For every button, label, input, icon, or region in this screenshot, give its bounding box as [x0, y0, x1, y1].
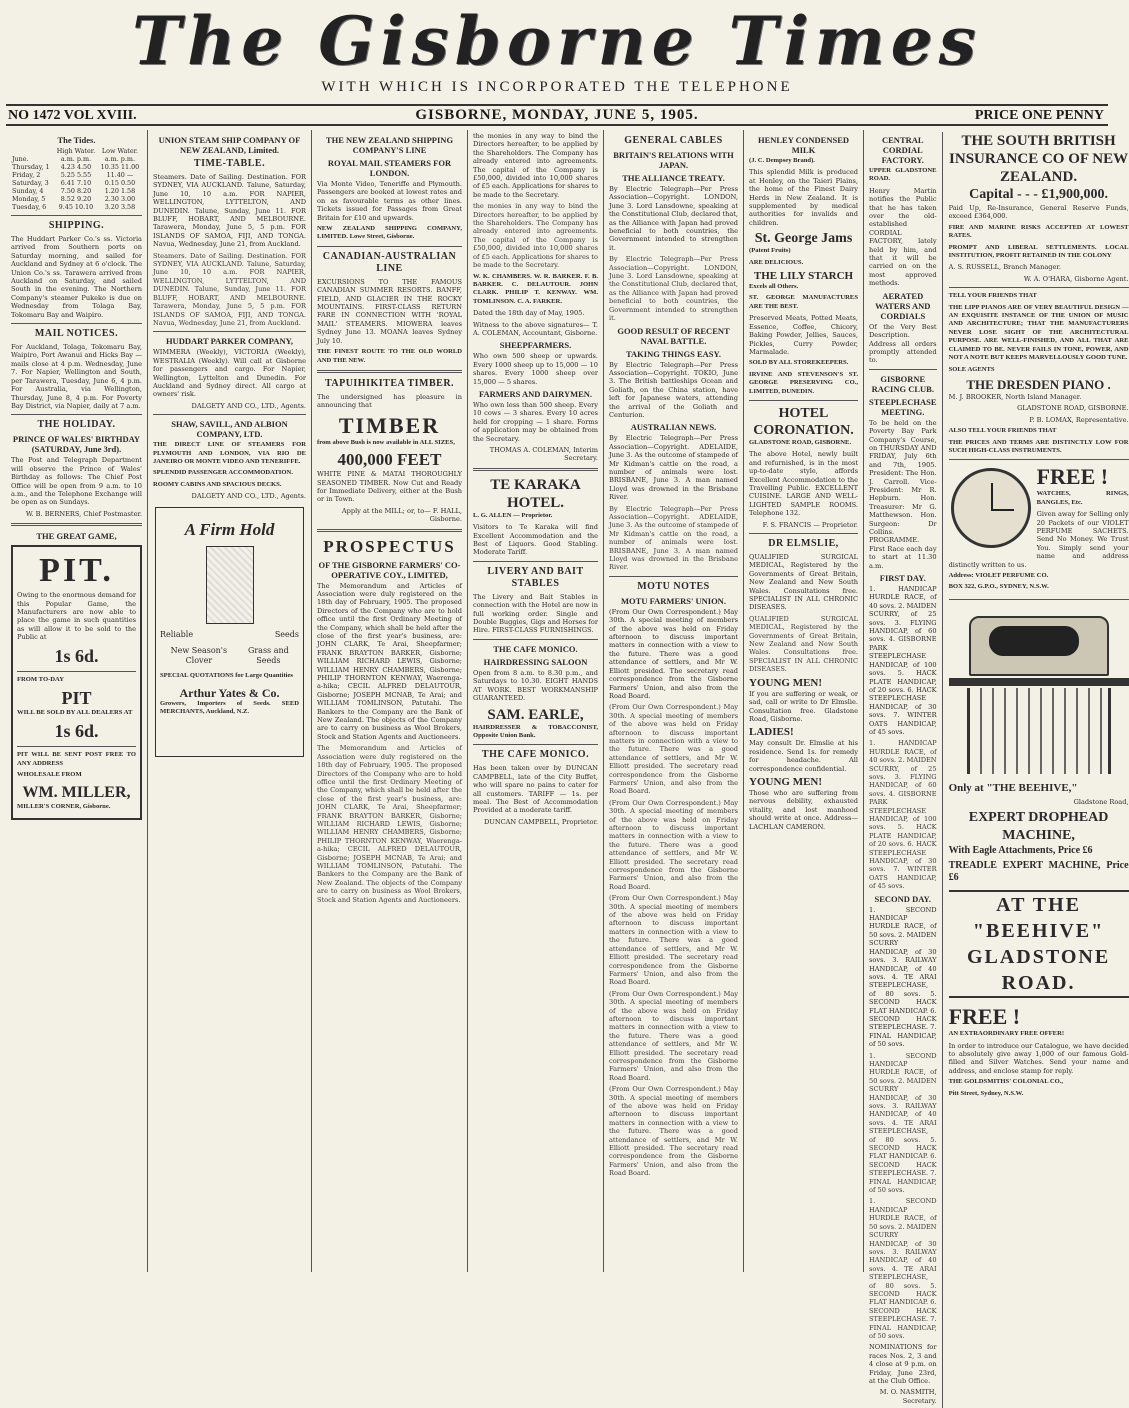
holiday-subheading: PRINCE OF WALES' BIRTHDAY (SATURDAY, June 3rd). — [12, 434, 141, 455]
tides-subheader-row — [11, 155, 142, 163]
motu-text-cont-3: (From Our Own Correspondent.) May 30th. A special meeting of members of the above was held on Friday afternoon to discuss important matters in connection with a view to the future. There was a good attendance of settlers, and Mr W. Elliott presided. The secretary read correspondence from the Gisborne Farmers' Union, and also from the Road Board. — [609, 894, 738, 987]
young-men-heading-2: YOUNG MEN! — [749, 775, 823, 788]
te-karaka-heading: TE KARAKA HOTEL. — [490, 476, 581, 511]
te-karaka-proprietor: L. G. ALLEN — Proprietor. — [473, 511, 553, 519]
issue-price: PRICE ONE PENNY — [974, 108, 1104, 123]
timber-title: TIMBER — [338, 412, 441, 438]
campbell-signature: DUNCAN CAMPBELL, Proprietor. — [484, 817, 598, 826]
young-men-text: If you are suffering or weak, or sad, call or write to Dr Elmslie. Consultation free. Gladstone Road, Gisborne. — [749, 689, 858, 723]
storekeepers: SOLD BY ALL STOREKEEPERS. — [749, 359, 849, 367]
column-5 — [604, 130, 744, 1272]
huddart-text: WIMMERA (Weekly), VICTORIA (Weekly), WESTRALIA (Weekly). Will call at Gisborne for passengers and cargo. For Napier, Wellington, Lyttelton and Dunedin. For Auckland and Sydney direct. All cargo at owners' risk. — [153, 348, 306, 399]
goldsmiths: THE GOLDSMITHS' COLONIAL CO., — [948, 1078, 1064, 1086]
jams-sub: (Patent Fruits) — [749, 247, 791, 255]
tides-cell: Sunday, 4 — [12, 187, 44, 195]
pit-text: Owing to the enormous demand for this Popular Game, the Manufacturers are now able to place the game in such quantities as will allow it to be sold to the Public at — [17, 591, 136, 642]
sewing-machine-icon — [949, 606, 1129, 776]
second-day-heading: SECOND DAY. — [874, 893, 932, 904]
sam-earle-sub: HAIRDRESSER & TOBACCONIST, Opposite Union Bank. — [473, 723, 598, 739]
steeplechase-heading: STEEPLECHASE MEETING. — [869, 396, 937, 417]
huddart-heading: HUDDART PARKER COMPANY, — [165, 336, 294, 347]
tides-cell: 4.23 4.50 — [60, 163, 92, 171]
tapuihikitea-heading: TAPUIHIKITEA TIMBER. — [324, 377, 455, 389]
aerated-heading: AERATED WATERS AND CORDIALS — [875, 290, 931, 321]
ohara-agent: W. A. O'HARA, Gisborne Agent. — [1023, 274, 1129, 283]
tides-row — [11, 195, 142, 203]
tides-cell: 3.20 3.58 — [104, 203, 136, 211]
free-offer-sub: AN EXTRAORDINARY FREE OFFER! — [948, 1030, 1065, 1038]
cafe-monico-heading: THE CAFE MONICO. — [481, 749, 590, 761]
st-george-jams: St. George Jams — [754, 231, 853, 247]
shipping-text: The Huddart Parker Co.'s ss. Victoria arrived from Southern ports on Saturday morning, and sailed for Auckland and Sydney at 6 o'clock. The Union Co.'s ss. Tarawera arrived from Auckland on Saturday, and sailed South in the evening. The Northern Company's steamer Pukeko is due on Wednesday from Tolaga Bay, Tokomaru Bay and Waipiro. — [11, 235, 142, 319]
timber-intro: The undersigned has pleasure in announcing that — [317, 392, 462, 410]
tides-cell — [11, 147, 54, 155]
column-4 — [468, 130, 604, 1272]
holiday-heading: THE HOLIDAY. — [37, 419, 116, 431]
nominations-text: NOMINATIONS for races Nos. 2, 3 and 4 close at 9 p.m. on Friday, June 23rd, at the Club Office. — [869, 1343, 937, 1385]
lomax-representative: P. B. LOMAX, Representative. — [1029, 415, 1129, 424]
dateline-bar — [6, 104, 1108, 126]
sole-agents: SOLE AGENTS — [948, 365, 995, 373]
dr-elmslie: DR ELMSLIE, — [768, 538, 839, 549]
eagle-attachments: With Eagle Attachments, Price £6 — [948, 845, 1093, 857]
prospectus-continued-2: the monies in any way to bind the Directors hereafter, to be applied by the Shareholders. The Company has already entered into agreements. The capital of the Company is £50,000, divided into 10,000 shares of £5 each. Applications for shares to be made to the Secretary. — [473, 202, 598, 270]
insurance-piano-block — [949, 132, 1129, 1408]
piano-gladstone: GLADSTONE ROAD, GISBORNE. — [1017, 404, 1129, 413]
henley-milk-sub: (J. C. Dempsey Brand). — [749, 157, 815, 164]
union-heading: UNION STEAM SHIP COMPANY OF NEW ZEALAND, Limited. — [158, 135, 301, 155]
also-tell: ALSO TELL YOUR FRIENDS THAT — [948, 427, 1057, 435]
second-day-races-cont: 1. SECOND HANDICAP HURDLE RACE, of 50 sovs. 2. MAIDEN SCURRY HANDICAP, of 30 sovs. 3. RAILWAY HANDICAP, of 40 sovs. 4. TE ARAI STEEPLECHASE, of 80 sovs. 5. SECOND HACK FLAT HANDICAP. 6. SECOND HACK STEEPLECHASE. 7. FINAL HANDICAP, of 50 sovs. — [869, 1051, 937, 1195]
timber-apply: Apply at the MILL; or, to— F. HALL, Gisborne. — [341, 506, 462, 524]
general-cables-heading: GENERAL CABLES — [624, 135, 723, 146]
pit-label: PIT — [61, 688, 92, 708]
tides-cell: 11.40 — — [106, 171, 134, 179]
hairdressing-text: Open from 8 a.m. to 8.30 p.m., and Saturdays to 10.30. EIGHT HANDS AT WORK. BEST WORKMANSHIP GUARANTEED. — [473, 668, 598, 703]
canadian-footer: THE FINEST ROUTE TO THE OLD WORLD AND THE NEW. — [317, 348, 462, 364]
seed-packet-icon — [206, 546, 254, 624]
farmers-heading: FARMERS AND DAIRYMEN. — [478, 388, 593, 399]
column-6 — [744, 130, 864, 1272]
tides-cell: 9.45 10.10 — [58, 203, 94, 211]
cordial-sub: UPPER GLADSTONE ROAD. — [869, 167, 937, 183]
cables-subheading: BRITAIN'S RELATIONS WITH JAPAN. — [613, 150, 734, 170]
tides-row — [11, 203, 142, 211]
prospectus-dated: Dated the 18th day of May, 1905. — [473, 309, 585, 318]
yates-name: Arthur Yates & Co. — [179, 686, 280, 700]
beehive-address: Gladstone Road, — [1073, 797, 1129, 806]
farmers-text: Who own less than 500 sheep. Every 10 cows — 3 shares. Every 10 acres held for cropping — 1 share. Forms of application may be obtained from the Secretary. — [473, 400, 598, 443]
postmaster-signature: W. B. BERNERS, Chief Postmaster. — [25, 509, 142, 518]
young-men-text-2: Those who are suffering from nervous debility, exhausted vitality, and lost manhood should write at once. Address— LACHLAN CAMERON. — [749, 788, 858, 831]
newspaper-title: The Gisborne Times — [132, 2, 982, 80]
issue-date: GISBORNE, MONDAY, JUNE 5, 1905. — [415, 107, 699, 123]
tides-cell: Friday, 2 — [12, 171, 41, 179]
tides-heading: The Tides. — [57, 135, 96, 145]
tides-cell: a.m. p.m. — [60, 155, 92, 163]
shaw-savill-text: THE DIRECT LINE OF STEAMERS FOR PLYMOUTH AND LONDON, VIA RIO DE JANEIRO OR MONTE VIDEO AND TENERIFFE. — [153, 441, 306, 465]
prospectus-text: The Memorandum and Articles of Association were duly registered on the 18th day of February, 1905. The proposed Directors of the Company who are to hold office until the first Ordinary Meeting of the Company, which shall be held after the close of the first year's business, are: JOHN CLARK, Te Arai, Sheepfarmer; FRANK BRAYTON BARKER, Gisborne; WILLIAM RICHARD LEWIS, Gisborne; WILLIAM HENRY CHAMBERS, Gisborne; PHILIP THORNTON KENWAY, Waerenga-a-hika; CECIL ALFRED DELAUTOUR, Gisborne; JOSEPH MCNAB, Te Arai; and WILLIAM TOMLINSON, Patutahi. The Bankers to the Company are the Bank of New Zealand. The objects of the Company are to carry on business as Wool Brokers, Stock and Station Agents and Auctioneers. — [317, 581, 462, 741]
tides-row — [11, 179, 142, 187]
second-day-races-cont-2: 1. SECOND HANDICAP HURDLE RACE, of 50 sovs. 2. MAIDEN SCURRY HANDICAP, of 30 sovs. 3. RAILWAY HANDICAP, of 40 sovs. 4. TE ARAI STEEPLECHASE, of 80 sovs. 5. SECOND HACK FLAT HANDICAP. 6. SECOND HACK STEEPLECHASE. 7. FINAL HANDICAP, of 50 sovs. — [869, 1197, 937, 1340]
goldsmiths-address: Pitt Street, Sydney, N.S.W. — [948, 1089, 1024, 1097]
tides-cell: 10.35 11.00 — [100, 163, 140, 171]
motu-text-cont-2: (From Our Own Correspondent.) May 30th. A special meeting of members of the above was held on Friday afternoon to discuss important matters in connection with a view to the future. There was a good attendance of settlers, and Mr W. Elliott presided. The secretary read correspondence from the Gisborne Farmers' Union, and also from the Road Board. — [609, 798, 738, 891]
aerated-text: Of the Very Best Description. Address all orders promptly attended to. — [869, 322, 937, 365]
coronation-sub: GLADSTONE ROAD, GISBORNE. — [749, 438, 852, 446]
timber-details: WHITE PINE & MATAI THOROUGHLY SEASONED TIMBER. Now Cut and Ready for Immediate Delivery, either at the Bush or in Town. — [317, 470, 462, 504]
mail-notices-text: For Auckland, Tolaga, Tokomaru Bay, Waipiro, Port Awanui and Hicks Bay — mails close at 4 p.m. Wednesday, June 7. For Napier, Wellington and South, per Tarawera, Tuesday, June 6, 4 p.m. For Australia, via Wellington, Thursday, June 8, 4 p.m. For Poverty Bay District, via Napier, daily at 7 a.m. — [11, 343, 142, 410]
hairdressing-heading: HAIRDRESSING SALOON — [483, 656, 588, 667]
seed-box-title: A Firm Hold — [184, 519, 275, 539]
lipp-text: THE LIPP PIANOS ARE OF VERY BEAUTIFUL DESIGN — AN EXQUISITE INSTANCE OF THE UNION OF MUSIC AND ARCHITECTURE; THAT THE MANUFACTURERS NEVER LOSE SIGHT OF THE ARCHITECTURAL PURPOSE. ARE WELL-FINISHED, AND ALL THAT ARE CLAIMED TO BE. NEVER FAILS IN TONE, POWER, AND NOT A NOTE BUT KEEPS MARVELLOUSLY GOOD TUNE. — [948, 303, 1129, 362]
tides-cell: Low Water. — [101, 147, 139, 155]
dalgety-agents-2: DALGETY AND CO., LTD., Agents. — [191, 492, 306, 501]
free-heading: FREE ! — [1036, 464, 1109, 490]
australian-news-heading: AUSTRALIAN NEWS. — [630, 422, 717, 433]
tides-row — [11, 163, 142, 171]
shaw-savill-rooms: ROOMY CABINS AND SPACIOUS DECKS. — [153, 480, 282, 488]
free-offer-text: In order to introduce our Catalogue, we have decided to absolutely give away 1,000 of our famous Gold-filled and Silver Watches. Send your name and address, and enclose stamp for reply. — [948, 1041, 1129, 1075]
starch-sub: Excels all Others. — [749, 283, 799, 291]
tides-cell: 2.30 3.00 — [104, 195, 136, 203]
tides-cell: a.m. p.m. — [104, 155, 136, 163]
newspaper-page — [6, 2, 1129, 1405]
violet-address: Address: VIOLET PERFUME CO. — [948, 572, 1049, 579]
young-men-heading: YOUNG MEN! — [749, 676, 823, 689]
jams-delicious: ARE DELICIOUS. — [749, 258, 804, 266]
racing-club-heading: GISBORNE RACING CLUB. — [871, 373, 934, 394]
treadle-machine: TREADLE EXPERT MACHINE, Price £6 — [948, 860, 1129, 884]
dr-elmslie-cont: QUALIFIED SURGICAL MEDICAL, Registered by the Governments of Great Britain, New Zealand and New South Wales. Consultations free. SPECIALIST IN ALL CHRONIC DISEASES. — [749, 614, 858, 674]
watches-heading: WATCHES, RINGS, BANGLES, Etc. — [1036, 490, 1129, 506]
francis-proprietor: F. S. FRANCIS — Proprietor. — [762, 520, 858, 529]
livery-text: The Livery and Bait Stables in connection with the Hotel are now in full working order. Single and Double Buggies, Gigs and Horses for Hire. FIRST-CLASS FURNISHINGS. — [473, 592, 598, 635]
taking-easy-text: By Electric Telegraph—Per Press Association—Copyright. TOKIO, June 3. The British battleships Ocean and Goliath, on the China station, have left for Japanese waters, attending the arrival of the Goliath and Centurion. — [609, 360, 738, 419]
tides-cell: Thursday, 1 — [12, 163, 50, 171]
free-offer-heading: FREE ! — [948, 1004, 1021, 1030]
tides-header-row — [11, 147, 142, 155]
cordial-heading: CENTRAL CORDIAL FACTORY. — [881, 135, 924, 165]
manufactures: ST. GEORGE MANUFACTURES ARE THE BEST. — [749, 294, 858, 310]
australian-news-text: By Electric Telegraph—Per Press Association—Copyright. ADELAIDE, June 3. As the outcome of stampede of Mr Kidman's cattle on the road, a number of animals were lost. BRISBANE, June 3. A man named Lloyd was drowned in the Brisbane River. — [609, 434, 738, 502]
watches-text: Given away for Selling only 20 Packets of our VIOLET PERFUME SACHETS. Send No Money. We Trust You. Simply send your name and address distinctly written to us. — [948, 510, 1129, 569]
coronation-text: The above Hotel, newly built and refurnished, is in the most up-to-date style, affords Excellent Accommodation to the Travelling Public. EXCELLENT CUISINE. LARGE AND WELL-LIGHTED SAMPLE ROOMS. Telephone 132. — [749, 450, 858, 518]
cafe-monico-text: Has been taken over by DUNCAN CAMPBELL, late of the City Buffet, who will spare no pains to cater for all customers. TARIFF — 1s. per meal. The Best of Accommodation Provided at a moderate tariff. — [473, 764, 598, 815]
shaw-savill-heading: SHAW, SAVILL, AND ALBION COMPANY, LTD. — [171, 419, 288, 440]
miller-name: WM. MILLER, — [22, 783, 131, 801]
motu-text-cont: (From Our Own Correspondent.) May 30th. A special meeting of members of the above was held on Friday afternoon to discuss important matters in connection with a view to the future. There was a good attendance of settlers, and Mr W. Elliott presided. The secretary read correspondence from the Gisborne Farmers' Union, and also from the Road Board. — [609, 703, 738, 796]
timber-feet: 400,000 FEET — [337, 450, 442, 470]
seed-right-label: Seeds — [274, 629, 299, 639]
first-day-races: 1. HANDICAP HURDLE RACE, of 40 sovs. 2. MAIDEN SCURRY, of 25 sovs. 3. FLYING HANDICAP, of 60 sovs. 4. GISBORNE PARK STEEPLECHASE HANDICAP, of 100 sovs. 5. HACK PLATE HANDICAP, of 20 sovs. 6. HACK STEEPLECHASE HANDICAP, of 30 sovs. 7. WINTER OATS HANDICAP, of 45 sovs. — [869, 585, 937, 736]
tides-cell: 7.50 8.20 — [60, 187, 92, 195]
pit-title: PIT. — [39, 552, 114, 590]
alliance-text-cont: By Electric Telegraph—Per Press Association—Copyright. LONDON, June 3. Lord Lansdowne, speaking at the Constitutional Club, declared that, as the Alliance with Japan had proved beneficial to both countries, the Government intended to strengthen it. — [609, 255, 738, 323]
russell-manager: A. S. RUSSELL, Branch Manager. — [948, 263, 1061, 272]
ladies-heading: LADIES! — [749, 726, 794, 739]
brooker-manager: M. J. BROOKER, North Island Manager. — [948, 392, 1082, 401]
tides-cell: 0.15 0.50 — [104, 179, 136, 187]
coleman-signature: THOMAS A. COLEMAN, Interim Secretary. — [489, 446, 598, 463]
holiday-text: The Post and Telegraph Department will observe the Prince of Wales' Birthday as follows: The Chief Post Office will be open from 9 a.m. to 10 a.m., and the Telephone Exchange will be open as on Sundays. — [11, 456, 142, 507]
beehive-only: Only at "THE BEEHIVE," — [948, 781, 1078, 794]
tides-cell: 1.20 1.58 — [104, 187, 136, 195]
hotel-coronation: HOTEL CORONATION. — [753, 405, 854, 438]
drophead-machine: EXPERT DROPHEAD MACHINE, — [968, 810, 1109, 844]
tides-table — [11, 147, 142, 211]
motu-notes-heading: MOTU NOTES — [637, 580, 710, 592]
first-day-races-cont: 1. HANDICAP HURDLE RACE, of 40 sovs. 2. MAIDEN SCURRY, of 25 sovs. 3. FLYING HANDICAP, of 60 sovs. 4. GISBORNE PARK STEEPLECHASE HANDICAP, of 100 sovs. 5. HACK PLATE HANDICAP, of 20 sovs. 6. HACK STEEPLECHASE HANDICAP, of 30 sovs. 7. WINTER OATS HANDICAP, of 45 sovs. — [869, 739, 937, 891]
dresden-piano: THE DRESDEN PIANO . — [966, 376, 1111, 392]
tides-cell: Saturday, 3 — [12, 179, 49, 187]
capital-sub: Paid Up, Re-Insurance, General Reserve Funds, exceed £364,000. — [948, 204, 1129, 221]
pit-advertisement — [11, 545, 142, 820]
lipp-intro: TELL YOUR FRIENDS THAT — [948, 292, 1037, 300]
canadian-heading: CANADIAN-AUSTRALIAN LINE — [322, 250, 457, 274]
beehive-banner: AT THE "BEEHIVE" GLADSTONE ROAD. — [949, 890, 1129, 998]
timber-sizes: from above Bush is now available in ALL SIZES, — [317, 438, 455, 446]
ladies-text: May consult Dr. Elmslie at his residence. Send 1s. for remedy for headache. All correspondence confidential. — [749, 739, 858, 773]
prospectus-continued: the monies in any way to bind the Directors hereafter, to be applied by the Shareholders. The Company has already entered into agreements. The capital of the Company is £50,000, divided into 10,000 shares of £5 each. Applications for shares to be made to the Secretary. — [473, 132, 598, 199]
violet-box: BOX 322, G.P.O., SYDNEY, N.S.W. — [948, 583, 1049, 591]
timetable-text: Steamers. Date of Sailing. Destination. FOR SYDNEY, VIA AUCKLAND. Talune, Saturday, June 10, 10 a.m. FOR NAPIER, WELLINGTON, LYTTELTON, AND DUNEDIN. Talune, Sunday, June 11. FOR BLUFF, HOBART, AND MELBOURNE. Tarawera, Monday, June 5, 5 p.m. FOR ISLANDS OF SAMOA, FIJI, AND TONGA. Navua, Wednesday, June 21, from Auckland. — [153, 173, 306, 249]
newspaper-subtitle: WITH WHICH IS INCORPORATED THE TELEPHONE — [321, 79, 793, 95]
prospectus-heading: PROSPECTUS — [323, 536, 456, 556]
alliance-heading: THE ALLIANCE TREATY. — [622, 173, 725, 183]
column-2 — [148, 130, 312, 1272]
seed-left-label: Reliable — [160, 629, 194, 639]
tides-cell: June. — [12, 155, 29, 163]
alliance-text: By Electric Telegraph—Per Press Association—Copyright. LONDON, June 3. Lord Lansdowne, speaking at the Constitutional Club, declared that, as the Alliance with Japan had proved beneficial to both countries, the Government intended to strengthen it. — [609, 185, 738, 252]
pit-price: 1s 6d. — [54, 645, 99, 666]
pit-post-free: PIT WILL BE SENT POST FREE TO ANY ADDRESS — [17, 751, 136, 767]
tides-row — [11, 171, 142, 179]
prospectus-text-cont: The Memorandum and Articles of Association were duly registered on the 18th day of February, 1905. The proposed Directors of the Company who are to hold office until the first Ordinary Meeting of the Company, which shall be held after the close of the first year's business, are: JOHN CLARK, Te Arai, Sheepfarmer; FRANK BRAYTON BARKER, Gisborne; WILLIAM RICHARD LEWIS, Gisborne; WILLIAM HENRY CHAMBERS, Gisborne; PHILIP THORNTON KENWAY, Waerenga-a-hika; CECIL ALFRED DELAUTOUR, Gisborne; JOSEPH MCNAB, Te Arai; and WILLIAM TOMLINSON, Patutahi. The Bankers to the Company are the Bank of New Zealand. The objects of the Company are to carry on business as Wool Brokers, Stock and Station Agents and Auctioneers. — [317, 744, 462, 904]
prompt-settlements: PROMPT AND LIBERAL SETTLEMENTS. LOCAL INSTITUTION, PROFIT RETAINED IN THE COLONY — [948, 243, 1129, 260]
motu-text-cont-4: (From Our Own Correspondent.) May 30th. A special meeting of members of the above was held on Friday afternoon to discuss important matters in connection with a view to the future. There was a good attendance of settlers, and Mr W. Elliott presided. The secretary read correspondence from the Gisborne Farmers' Union, and also from the Road Board. — [609, 989, 738, 1082]
henley-milk-heading: HENLEY CONDENSED MILK — [757, 135, 850, 155]
canadian-text: EXCURSIONS TO THE FAMOUS CANADIAN SUMMER RESORTS. BANFF, FIELD, AND GLACIER IN THE ROCKY MOUNTAINS. FIRST-CLASS RETURN FARE IN CONNECTION WITH 'ROYAL MAIL' STEAMERS. MIOWERA leaves Sydney June 13. MOANA leaves Sydney July 10. — [317, 277, 462, 345]
yates-seed-advertisement — [155, 507, 304, 757]
fire-marine: FIRE AND MARINE RISKS ACCEPTED AT LOWEST RATES. — [948, 223, 1129, 240]
tides-cell: 5.25 5.55 — [60, 171, 92, 179]
taking-easy-heading: TAKING THINGS EASY. — [625, 348, 722, 359]
cordial-racing-block — [869, 132, 943, 1408]
tides-cell: Monday, 5 — [12, 195, 46, 203]
timetable-filler: Steamers. Date of Sailing. Destination. FOR SYDNEY, VIA AUCKLAND. Talune, Saturday, June 10, 10 a.m. FOR NAPIER, WELLINGTON, LYTTELTON, AND DUNEDIN. Talune, Sunday, June 11. FOR BLUFF, HOBART, AND MELBOURNE. Tarawera, Monday, June 5, 5 p.m. FOR ISLANDS OF SAMOA, FIJI, AND TONGA. Navua, Wednesday, June 21, from Auckland. — [153, 251, 306, 327]
second-day-races: 1. SECOND HANDICAP HURDLE RACE, of 50 sovs. 2. MAIDEN SCURRY HANDICAP, of 30 sovs. 3. RAILWAY HANDICAP, of 40 sovs. 4. TE ARAI STEEPLECHASE, of 80 sovs. 5. SECOND HACK FLAT HANDICAP. 6. SECOND HACK STEEPLECHASE. 7. FINAL HANDICAP, of 50 sovs. — [869, 905, 937, 1049]
naval-battle-heading: GOOD RESULT OF RECENT NAVAL BATTLE. — [617, 325, 730, 346]
seed-special: SPECIAL QUOTATIONS for Large Quantities — [160, 671, 293, 679]
free-watches-advertisement — [949, 464, 1129, 594]
tides-cell: Tuesday, 6 — [12, 203, 47, 211]
tides-cell: 6.41 7.10 — [60, 179, 92, 187]
tides-cell: 8.52 9.20 — [60, 195, 92, 203]
pit-sold-by: WILL BE SOLD BY ALL DEALERS AT — [17, 709, 133, 716]
cordial-text: Henry Martin notifies the Public that he has taken over the old-established CORDIAL FACTORY, lately held by him, and that it will be carried on on the most approved methods. — [869, 186, 937, 288]
issue-number: NO 1472 VOL XVIII. — [8, 108, 137, 123]
wholesale-label: WHOLESALE FROM — [17, 771, 82, 779]
racing-text: To be held on the Poverty Bay Park Company's Course, on THURSDAY AND FRIDAY, July 6th and 7th, 1905. President: The Hon. J. Carroll. Vice-President: Mr R. Hepburn. Hon. Treasurer: Mr G. Matthewson. Hon. Surgeon: Dr Collins. PROGRAMME. First Race each day to start at 11.30 a.m. — [869, 418, 937, 570]
nasmith-secretary: M. O. NASMITH, Secretary. — [879, 1388, 937, 1405]
pit-price-2: 1s 6d. — [54, 721, 99, 742]
sheepfarmers-text: Who own 500 sheep or upwards. Every 1000 sheep up to 15,000 — 10 shares. Every 1000 sheep over 15,000 — 5 shares. — [473, 352, 598, 386]
seed-items-left: New Season's Clover — [170, 645, 228, 665]
lily-starch: THE LILY STARCH — [753, 270, 854, 283]
tides-cell: High Water. — [56, 147, 96, 155]
capital: Capital - - - £1,900,000. — [969, 187, 1108, 202]
timetable-heading: TIME-TABLE. — [193, 158, 266, 169]
livery-heading: LIVERY AND BAIT STABLES — [487, 565, 584, 589]
column-1 — [6, 130, 148, 1272]
sheepfarmers-heading: SHEEPFARMERS. — [499, 340, 572, 351]
prospectus-subheading: OF THE GISBORNE FARMERS' CO-OPERATIVE COY., LIMITED, — [318, 559, 461, 580]
irvine-stevenson: IRVINE AND STEVENSON'S ST. GEORGE PRESERVING CO., LIMITED, DUNEDIN. — [749, 370, 858, 395]
from-today: FROM TO-DAY — [17, 675, 64, 683]
first-day-heading: FIRST DAY. — [879, 573, 926, 584]
nzsc-agents: NEW ZEALAND SHIPPING COMPANY, LIMITED. Lowe Street, Gisborne. — [317, 225, 462, 241]
column-3 — [312, 130, 468, 1272]
tides-row — [11, 187, 142, 195]
piano-terms: THE PRICES AND TERMS ARE DISTINCTLY LOW FOR SUCH HIGH-CLASS INSTRUMENTS. — [948, 438, 1129, 454]
nzsc-text: Via Monte Video, Teneriffe and Plymouth. Passengers are booked at lowest rates and on as favourable terms as other lines. Tickets issued for Passages from Great Britain for £10 and upwards. — [317, 180, 462, 222]
prospectus-witness: Witness to the above signatures— T. A. COLEMAN, Accountant, Gisborne. — [473, 320, 598, 337]
miller-address: MILLER'S CORNER, Gisborne. — [17, 802, 111, 810]
dr-elmslie-text: QUALIFIED SURGICAL MEDICAL, Registered by the Governments of Great Britain, New Zealand and New South Wales. Consultations free. SPECIALIST IN ALL CHRONIC DISEASES. — [749, 553, 858, 612]
australian-news-cont: By Electric Telegraph—Per Press Association—Copyright. ADELAIDE, June 3. As the outcome of stampede of Mr Kidman's cattle on the road, a number of animals were lost. BRISBANE, June 3. A man named Lloyd was drowned in the Brisbane River. — [609, 504, 738, 572]
motu-text: (From Our Own Correspondent.) May 30th. A special meeting of members of the above was held on Friday afternoon to discuss important matters in connection with a view to the future. There was a good attendance of settlers, and Mr W. Elliott presided. The secretary read correspondence from the Gisborne Farmers' Union, and also from the Road Board. — [609, 607, 738, 700]
nzsc-heading: THE NEW ZEALAND SHIPPING COMPANY'S LINE — [325, 135, 454, 155]
products-list: Preserved Meats, Potted Meats, Essence, Coffee, Chicory, Baking Powder, Jellies, Sauces, Pickles, Curry Powder, Marmalade. — [749, 314, 858, 356]
cafe-heading: THE CAFE MONICO. — [493, 643, 578, 654]
seed-items-right: Grass and Seeds — [247, 645, 289, 665]
motu-text-cont-5: (From Our Own Correspondent.) May 30th. A special meeting of members of the above was held on Friday afternoon to discuss important matters in connection with a view to the future. There was a good attendance of settlers, and Mr W. Elliott presided. The secretary read correspondence from the Gisborne Farmers' Union, and also from the Road Board. — [609, 1085, 738, 1178]
henley-milk-text: This splendid Milk is produced at Henley, on the Taieri Plains, the home of the Finest Dairy Herds in New Zealand. It is supplemented by medical authorities for invalids and children. — [749, 168, 858, 227]
great-game-heading: THE GREAT GAME, — [36, 531, 117, 542]
nzsc-subheading: ROYAL MAIL STEAMERS FOR LONDON. — [327, 158, 452, 178]
mail-notices-heading: MAIL NOTICES. — [34, 328, 119, 340]
shaw-savill-accommodation: SPLENDID PASSENGER ACCOMMODATION. — [153, 469, 293, 477]
dalgety-agents: DALGETY AND CO., LTD., Agents. — [191, 401, 306, 410]
te-karaka-text: Visitors to Te Karaka will find Excellent Accommodation and the Best of Liquors. Good Stabling. Moderate Tariff. — [473, 523, 598, 557]
column-7 — [864, 130, 1129, 1405]
masthead — [6, 4, 1108, 100]
motu-subheading: MOTU FARMERS' UNION. — [621, 595, 726, 606]
shipping-heading: SHIPPING. — [48, 220, 105, 231]
yates-text: Growers, Importers of Seeds. SEED MERCHANTS, Auckland, N.Z. — [160, 700, 299, 716]
prospectus-signatories: W. K. CHAMBERS. W. R. BARKER. F. B. BARKER. C. DELAUTOUR. JOHN CLARK. PHILIP T. KENWAY. WM. TOMLINSON. C. A. FARKER. — [473, 272, 598, 305]
sam-earle: SAM. EARLE, — [487, 706, 584, 723]
south-british-heading: THE SOUTH BRITISH INSURANCE CO OF NEW ZEALAND. — [949, 133, 1129, 185]
watch-icon — [951, 468, 1031, 548]
